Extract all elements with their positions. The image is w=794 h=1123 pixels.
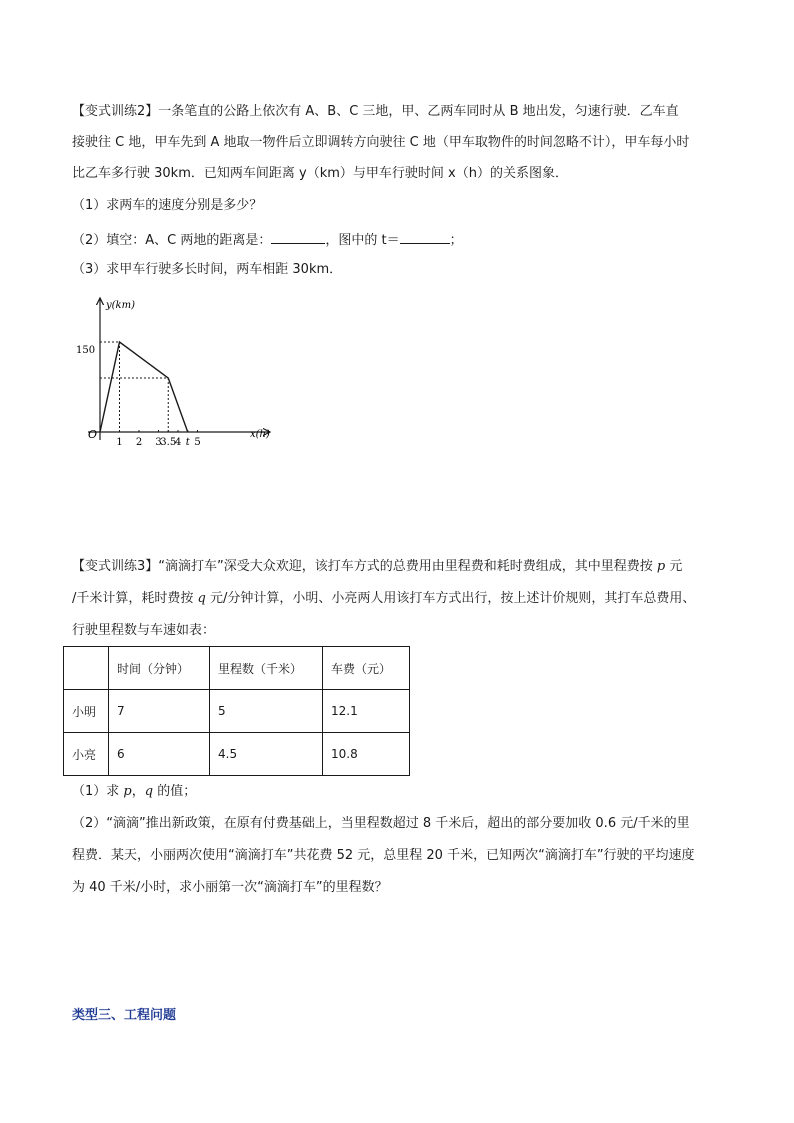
table-header-cell [64, 647, 109, 690]
table-cell: 5 [210, 690, 323, 733]
x-axis-label: x(h) [250, 429, 270, 440]
y-tick-label-150: 150 [76, 345, 96, 356]
table-cell: 12.1 [323, 690, 410, 733]
x-tick-label: 3.5 [160, 437, 177, 448]
fare-table [63, 646, 410, 776]
table-header-cell: 里程数（千米） [210, 647, 323, 690]
x-tick-label: 1 [116, 437, 123, 448]
x-tick-labels [116, 430, 200, 448]
section3-question-2-line1: （2）“滴滴”推出新政策，在原有付费基础上，当里程数超过 8 千米后，超出的部分要加收 0.6 元/千米的里 [72, 816, 690, 831]
x-tick-label: 4 [174, 437, 182, 448]
x-tick-label: 3 [155, 437, 162, 448]
section3-question-2-line2: 程费．某天，小丽两次使用“滴滴打车”共花费 52 元，总里程 20 千米，已知两次“滴滴打车”行驶的平均速度 [72, 848, 695, 863]
section2-title: 【变式训练2】 [72, 104, 159, 119]
x-tick-label: 5 [194, 437, 201, 448]
table-row [64, 690, 410, 733]
section2-line2: 接驶往 C 地，甲车先到 A 地取一物件后立即调转方向驶往 C 地（甲车取物件的时间忽略不计），甲车每小时 [72, 135, 690, 150]
question-3: （3）求甲车行驶多长时间，两车相距 30km． [72, 262, 343, 277]
section2-line1: 【变式训练2】一条笔直的公路上依次有 A、B、C 三地，甲、乙两车同时从 B 地出发，匀速行驶．乙车直 [72, 104, 679, 119]
table-header-row [64, 647, 410, 690]
answer-blank-t[interactable] [400, 228, 450, 244]
question-1: （1）求两车的速度分别是多少？ [72, 198, 263, 213]
distance-line [100, 342, 188, 432]
x-tick-label: t [185, 437, 190, 448]
section3-line2: /千米计算，耗时费按 q 元/分钟计算，小明、小亮两人用该打车方式出行，按上述计价规则，其打车总费用、 [72, 591, 696, 606]
answer-blank-ac[interactable] [271, 228, 325, 244]
table-row [64, 733, 410, 776]
table-header-cell: 时间（分钟） [109, 647, 210, 690]
table-cell: 4.5 [210, 733, 323, 776]
y-axis-label: y(km) [106, 300, 135, 311]
section3-question-2-line3: 为 40 千米/小时，求小丽第一次“滴滴打车”的里程数？ [72, 880, 388, 895]
next-section-heading: 类型三、工程问题 [72, 1008, 177, 1023]
table-cell: 7 [109, 690, 210, 733]
section3-line3: 行驶里程数与车速如表： [72, 623, 216, 638]
question-2: （2）填空：A、C 两地的距离是： ，图中的 t＝ ； [72, 228, 463, 251]
table-cell: 10.8 [323, 733, 410, 776]
table-cell: 小明 [64, 690, 109, 733]
section3-question-1: （1）求 p，q 的值； [72, 784, 197, 799]
origin-label: O [88, 428, 98, 441]
x-tick-label: 2 [135, 437, 143, 448]
table-header-cell: 车费（元） [323, 647, 410, 690]
section2-line3: 比乙车多行驶 30km．已知两车间距离 y（km）与甲车行驶时间 x（h）的关系图象． [72, 166, 568, 181]
table-cell: 小亮 [64, 733, 109, 776]
section3-title: 【变式训练3】 [72, 559, 159, 574]
table-cell: 6 [109, 733, 210, 776]
distance-time-graph [76, 290, 300, 450]
section3-line1: 【变式训练3】“滴滴打车”深受大众欢迎，该打车方式的总费用由里程费和耗时费组成，其中里程费按 p 元 [72, 559, 683, 574]
